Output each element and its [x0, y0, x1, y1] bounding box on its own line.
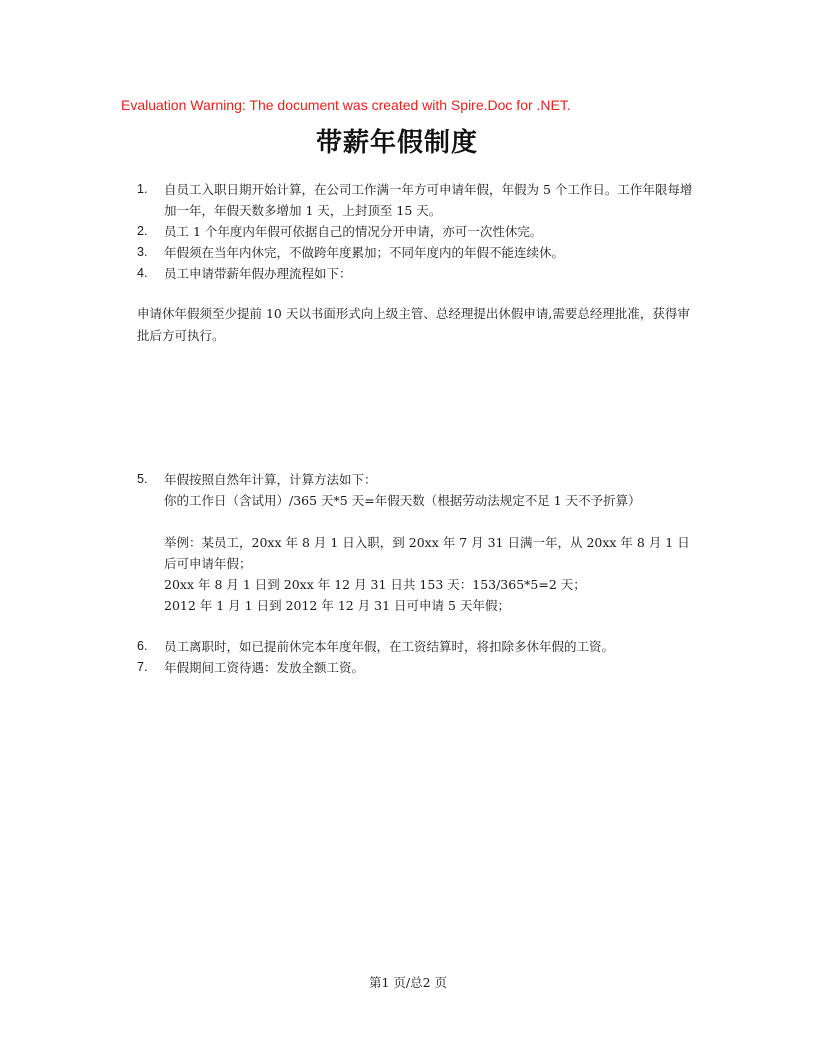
list-item: [137, 242, 702, 263]
list-item-text: 员工申请带薪年假办理流程如下：: [164, 266, 352, 281]
document-title: 带薪年假制度: [315, 128, 478, 158]
list-item: [137, 657, 702, 678]
list-item-number: 6.: [137, 639, 148, 653]
list-item: [137, 263, 702, 284]
list-item-number: 1.: [137, 182, 148, 196]
evaluation-warning: Evaluation Warning: The document was created with Spire.Doc for .NET.: [121, 97, 571, 113]
list-item-number: 3.: [137, 245, 148, 259]
list-item-text: 员工离职时，如已提前休完本年度年假，在工资结算时，将扣除多休年假的工资。: [164, 639, 615, 654]
calc-method-heading: 年假按照自然年计算，计算方法如下：: [164, 472, 377, 487]
list-item-text: 年假须在当年内休完，不做跨年度累加；不同年度内的年假不能连续休。: [164, 245, 565, 260]
list-item-text: 自员工入职日期开始计算，在公司工作满一年方可申请年假，年假为 5 个工作日。工作年限每增加一年，年假天数多增加 1 天，上封顶至 15 天。: [164, 182, 693, 218]
list-item: [137, 469, 702, 616]
list-item: [137, 636, 702, 657]
example-calc-1: 20xx 年 8 月 1 日到 20xx 年 12 月 31 日共 153 天：153/365*5=2 天；: [164, 577, 586, 592]
example-text: 举例：某员工，20xx 年 8 月 1 日入职，到 20xx 年 7 月 31 日满一年，从 20xx 年 8 月 1 日后可申请年假；: [164, 535, 690, 571]
list-item-number: 2.: [137, 224, 148, 238]
policy-list-part-1: [137, 179, 702, 284]
list-item: [137, 221, 702, 242]
list-item: [137, 179, 702, 221]
list-item-number: 7.: [137, 660, 148, 674]
list-item-text: 年假期间工资待遇：发放全额工资。: [164, 660, 365, 675]
example-calc-2: 2012 年 1 月 1 日到 2012 年 12 月 31 日可申请 5 天年假；: [164, 598, 510, 613]
list-item-number: 5.: [137, 472, 148, 486]
policy-list-item-5: [137, 469, 702, 616]
list-item-text: 员工 1 个年度内年假可依据自己的情况分开申请，亦可一次性休完。: [164, 224, 543, 239]
page-footer: 第1 页/总2 页: [368, 975, 448, 990]
list-item-number: 4.: [137, 266, 148, 280]
calc-formula: 你的工作日（含试用）/365 天*5 天=年假天数（根据劳动法规定不足 1 天不予折算）: [164, 493, 641, 508]
application-paragraph: 申请休年假须至少提前 10 天以书面形式向上级主管、总经理提出休假申请,需要总经理批准，获得审批后方可执行。: [137, 306, 690, 343]
policy-list-part-2: [137, 636, 702, 678]
spacer: [164, 511, 702, 532]
